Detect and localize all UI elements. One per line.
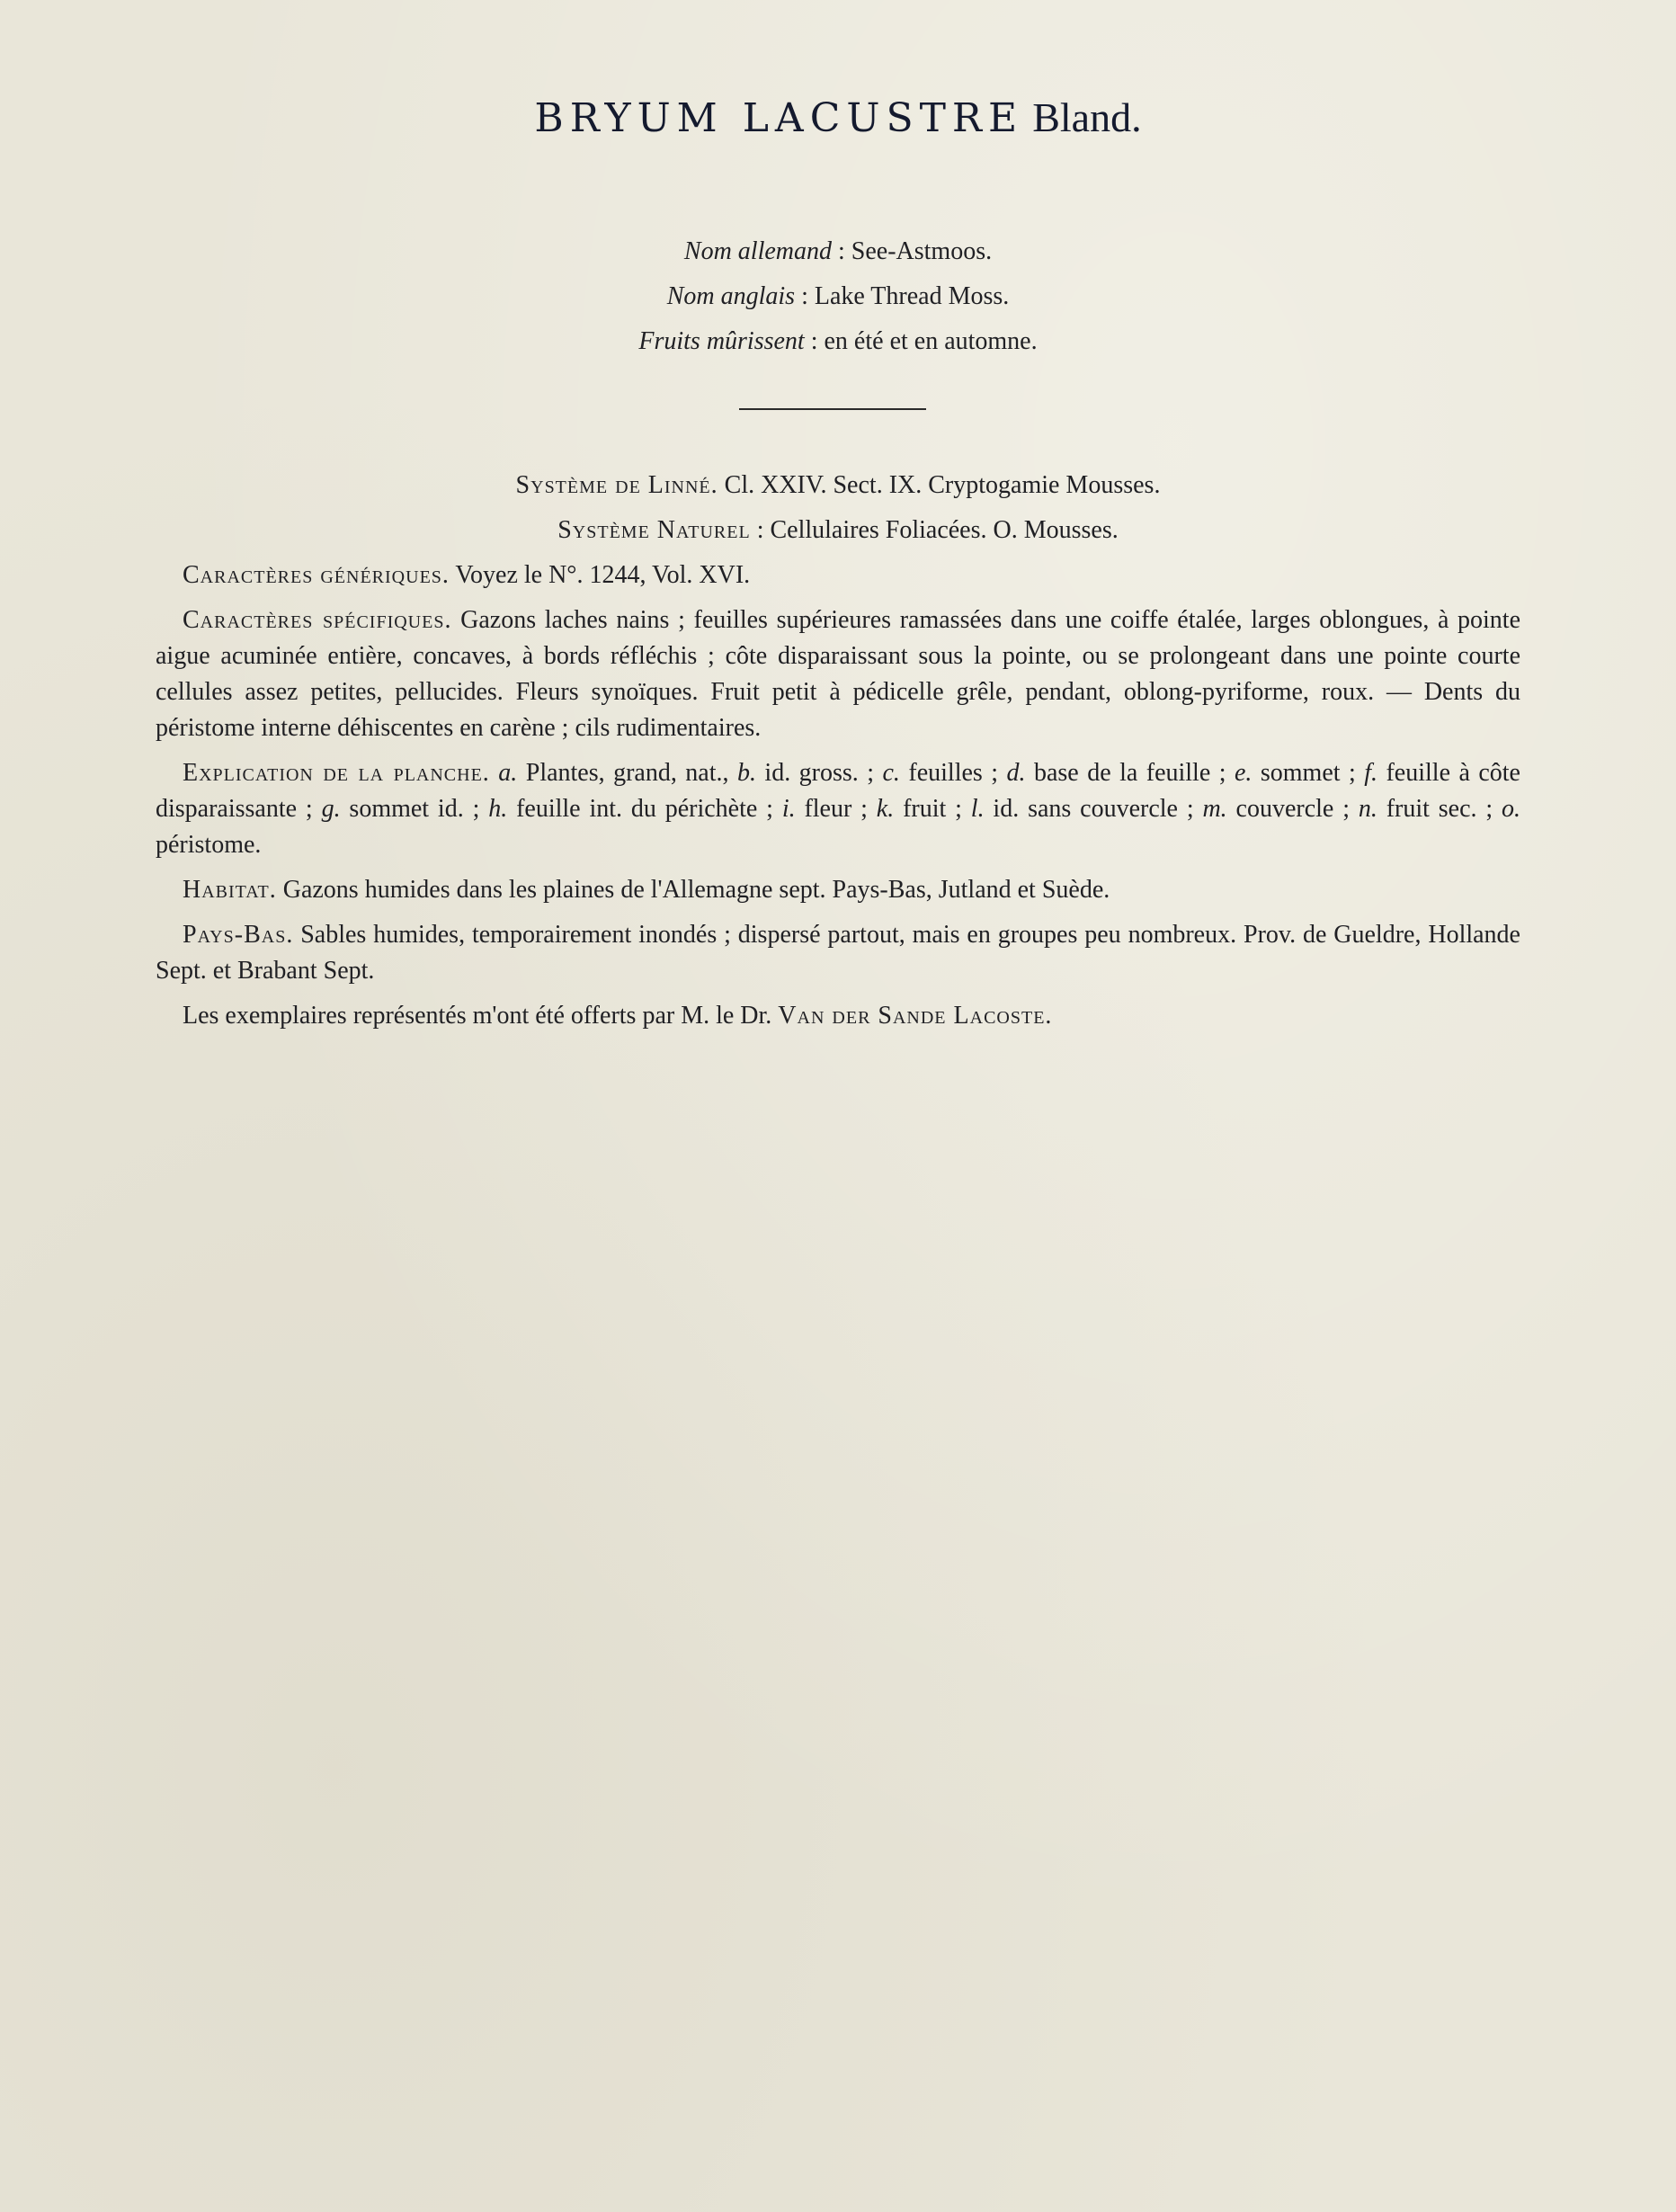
figure-letter: g. bbox=[321, 795, 341, 823]
figure-caption: péristome. bbox=[156, 831, 262, 859]
english-name-line bbox=[0, 274, 1676, 319]
figure-letter: m. bbox=[1202, 795, 1227, 823]
figure-letter: h. bbox=[488, 795, 508, 823]
separator: : bbox=[795, 282, 815, 310]
generic-characters-text: Voyez le N°. 1244, Vol. XVI. bbox=[449, 561, 751, 589]
page-title bbox=[0, 94, 1676, 141]
natural-system-label: Système Naturel bbox=[557, 516, 751, 544]
german-name-value: See-Astmoos. bbox=[851, 237, 993, 265]
linne-system-text: Cl. XXIV. Sect. IX. Cryptogamie Mousses. bbox=[718, 471, 1161, 499]
natural-system-text: : Cellulaires Foliacées. O. Mousses. bbox=[750, 516, 1119, 544]
german-name-line bbox=[0, 229, 1676, 274]
figure-caption: fruit ; bbox=[894, 795, 971, 823]
figure-letter: o. bbox=[1502, 795, 1521, 823]
specific-characters-text: Gazons laches nains ; feuilles supérieures ramassées dans une coiffe étalée, larges oblongues, à pointe aigue acuminée entière, concaves, à bords réfléchis ; côte disparaissant sous la pointe, ou se prolongeant dans une pointe courte cellules assez petites, pellucides. Fleurs synoïques. Fruit petit à pédicelle grêle, pendant, oblong-pyriforme, roux. — Dents du péristome interne déhiscentes en carène ; cils rudimentaires. bbox=[156, 606, 1521, 742]
species-author: Bland. bbox=[1032, 94, 1142, 140]
figure-letter: b. bbox=[736, 759, 756, 787]
figure-letter: d. bbox=[1006, 759, 1026, 787]
specimens-paragraph bbox=[156, 998, 1520, 1034]
figure-letter: l. bbox=[970, 795, 985, 823]
fruiting-season-line bbox=[0, 319, 1676, 364]
figure-caption: id. gross. ; bbox=[755, 759, 883, 787]
separator: : bbox=[832, 237, 851, 265]
generic-characters-paragraph bbox=[156, 557, 1520, 593]
figure-letter: a. bbox=[498, 759, 518, 787]
common-names-block bbox=[0, 229, 1676, 364]
netherlands-label: Pays-Bas. bbox=[183, 921, 294, 949]
figure-letter: e. bbox=[1234, 759, 1253, 787]
description-body bbox=[156, 557, 1520, 1043]
specimens-text: Les exemplaires représentés m'ont été offerts par M. le Dr. bbox=[183, 1002, 779, 1030]
divider-rule bbox=[739, 408, 926, 410]
english-name-label: Nom anglais bbox=[666, 282, 796, 310]
figure-caption: sommet id. ; bbox=[340, 795, 489, 823]
habitat-text: Gazons humides dans les plaines de l'Allemagne sept. Pays-Bas, Jutland et Suède. bbox=[276, 876, 1110, 904]
figure-caption: fruit sec. ; bbox=[1377, 795, 1502, 823]
figure-letter: i. bbox=[781, 795, 796, 823]
species-name: BRYUM LACUSTRE bbox=[534, 95, 1024, 141]
figure-caption: fleur ; bbox=[795, 795, 877, 823]
figure-caption: feuilles ; bbox=[899, 759, 1007, 787]
figure-caption: feuille int. du périchète ; bbox=[507, 795, 782, 823]
figure-letter: n. bbox=[1358, 795, 1377, 823]
fruiting-season-label: Fruits mûrissent bbox=[638, 327, 805, 355]
specific-characters-label: Caractères spécifiques. bbox=[183, 606, 452, 634]
figure-caption: feuille à côte disparaissante ; bbox=[156, 759, 1520, 823]
figure-caption: couvercle ; bbox=[1226, 795, 1359, 823]
generic-characters-label: Caractères génériques. bbox=[183, 561, 450, 589]
netherlands-text: Sables humides, temporairement inondés ; dispersé partout, mais en groupes peu nombreux. Prov. de Gueldre, Hollande Sept. et Brabant Sept. bbox=[156, 921, 1520, 985]
natural-system-line bbox=[0, 508, 1676, 553]
fruiting-season-value: en été et en automne. bbox=[824, 327, 1038, 355]
linne-system-line bbox=[0, 463, 1676, 508]
specific-characters-paragraph bbox=[156, 602, 1520, 746]
figure-letter: f. bbox=[1364, 759, 1378, 787]
figure-letter: c. bbox=[882, 759, 900, 787]
habitat-paragraph bbox=[156, 872, 1520, 908]
figure-caption: base de la feuille ; bbox=[1025, 759, 1235, 787]
separator: : bbox=[804, 327, 825, 355]
figure-letter: k. bbox=[876, 795, 895, 823]
classification-systems bbox=[0, 463, 1676, 553]
plate-explanation-paragraph bbox=[156, 755, 1520, 863]
linne-system-label: Système de Linné. bbox=[515, 471, 718, 499]
figure-caption: Plantes, grand, nat., bbox=[517, 759, 737, 787]
figure-caption: id. sans couvercle ; bbox=[984, 795, 1203, 823]
habitat-label: Habitat. bbox=[183, 876, 277, 904]
english-name-value: Lake Thread Moss. bbox=[814, 282, 1010, 310]
netherlands-paragraph bbox=[156, 917, 1520, 989]
plate-explanation-label: Explication de la planche. bbox=[183, 759, 490, 787]
donor-name: Van der Sande Lacoste. bbox=[778, 1002, 1053, 1030]
german-name-label: Nom allemand bbox=[683, 237, 832, 265]
figure-caption: sommet ; bbox=[1252, 759, 1365, 787]
